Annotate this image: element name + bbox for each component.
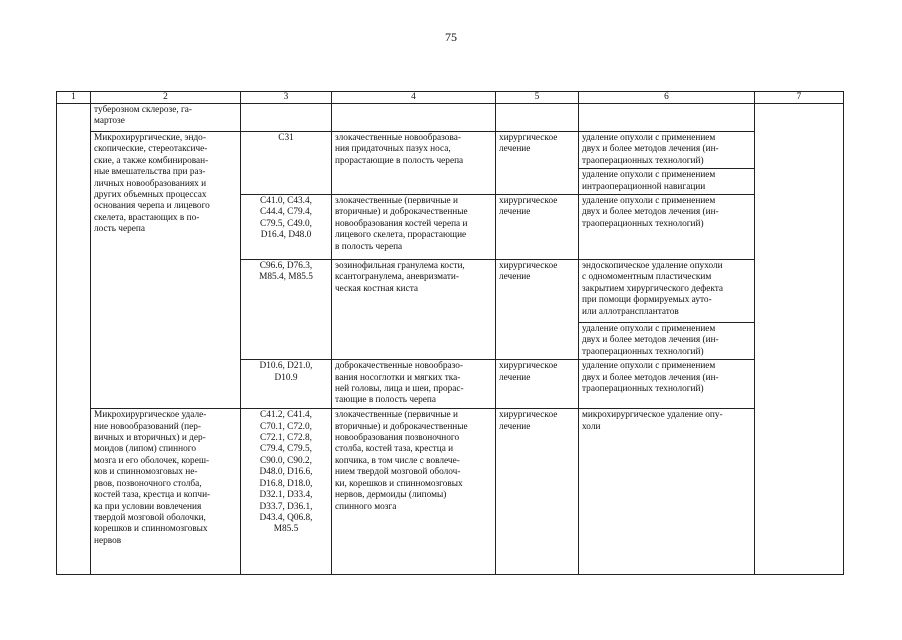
patient-model: злокачественные (первичные и вторичные) и доброкачественные новообразования костей черепа и лицевого скелета, прорастающие в полость черепа bbox=[332, 195, 496, 260]
icd-codes: C96.6, D76.3, M85.4, M85.5 bbox=[241, 260, 332, 360]
col7-cell bbox=[755, 104, 844, 575]
icd-codes: C41.2, C41.4, C70.1, C72.0, C72.1, C72.8, C79.4, C79.5, C90.0, C90.2, D48.0, D16.6, D16.8, D18.0, D32.1, D33.4, D33.7, D36.1, D43.4, Q06.8, M85.5 bbox=[241, 409, 332, 575]
patient-model: эозинофильная гранулема кости, ксантогранулема, аневризмати- ческая костная киста bbox=[332, 260, 496, 360]
table-row bbox=[57, 409, 844, 575]
col-number-4: 4 bbox=[332, 92, 496, 104]
col-number-5: 5 bbox=[496, 92, 579, 104]
treatment-method: удаление опухоли с применением двух и более методов лечения (ин- траоперационных технологий) bbox=[579, 132, 755, 169]
treatment-type: хирургическое лечение bbox=[496, 409, 579, 575]
treatment-type: хирургическое лечение bbox=[496, 260, 579, 360]
icd-codes: C31 bbox=[241, 132, 332, 195]
treatment-method: удаление опухоли с применением двух и более методов лечения (ин- траоперационных технологий) bbox=[579, 195, 755, 260]
intervention-name: Микрохирургическое удале- ние новообразований (пер- вичных и вторичных) и дер- моидов (липом) спинного мозга и его оболочек, кореш- ков и спинномозговых не- рвов, позвоночного столба, костей таза, крестца и копчи- ка при условии вовлечения твердой мозговой оболочки, корешков и спинномозговых нервов bbox=[91, 409, 241, 575]
col-number-6: 6 bbox=[579, 92, 755, 104]
icd-codes: D10.6, D21.0, D10.9 bbox=[241, 360, 332, 409]
patient-model: доброкачественные новообразо- вания носоглотки и мягких тка- ней головы, лица и шеи, прорас- тающие в полость черепа bbox=[332, 360, 496, 409]
intervention-name-continued: туберозном склерозе, га- мартозе bbox=[91, 104, 241, 132]
col-number-2: 2 bbox=[91, 92, 241, 104]
patient-model: злокачественные новообразова- ния придаточных пазух носа, прорастающие в полость черепа bbox=[332, 132, 496, 195]
column-number-row bbox=[57, 92, 844, 104]
treatment-type: хирургическое лечение bbox=[496, 132, 579, 195]
table-row bbox=[57, 132, 844, 169]
treatment-type: хирургическое лечение bbox=[496, 195, 579, 260]
col1-cell bbox=[57, 104, 91, 575]
treatment-method: удаление опухоли с применением интраоперационной навигации bbox=[579, 169, 755, 195]
icd-codes: C41.0, C43.4, C44.4, C79.4, C79.5, C49.0, D16.4, D48.0 bbox=[241, 195, 332, 260]
page-number: 75 bbox=[445, 30, 457, 44]
treatment-method: эндоскопическое удаление опухоли с одномоментным пластическим закрытием хирургического дефекта при помощи формируемых ауто- или аллотрансплантатов bbox=[579, 260, 755, 323]
treatment-method: удаление опухоли с применением двух и более методов лечения (ин- траоперационных технологий) bbox=[579, 323, 755, 360]
col-number-3: 3 bbox=[241, 92, 332, 104]
table-row bbox=[57, 104, 844, 132]
medical-care-table bbox=[56, 91, 844, 575]
col-number-7: 7 bbox=[755, 92, 844, 104]
col-number-1: 1 bbox=[57, 92, 91, 104]
treatment-method: удаление опухоли с применением двух и более методов лечения (ин- траоперационных технологий) bbox=[579, 360, 755, 409]
patient-model: злокачественные (первичные и вторичные) и доброкачественные новообразования позвоночного столба, костей таза, крестца и копчика, в том числе с вовлече- нием твердой мозговой оболоч- ки, корешков и спинномозговых нервов, дермоиды (липомы) спинного мозга bbox=[332, 409, 496, 575]
treatment-method: микрохирургическое удаление опу- холи bbox=[579, 409, 755, 575]
treatment-type: хирургическое лечение bbox=[496, 360, 579, 409]
intervention-name: Микрохирургические, эндо- скопические, стереотаксиче- ские, а также комбинирован- ные вмешательства при раз- личных новообразованиях и других объемных процессах основания черепа и лицевого скелета, врастающих в по- лость черепа bbox=[91, 132, 241, 409]
